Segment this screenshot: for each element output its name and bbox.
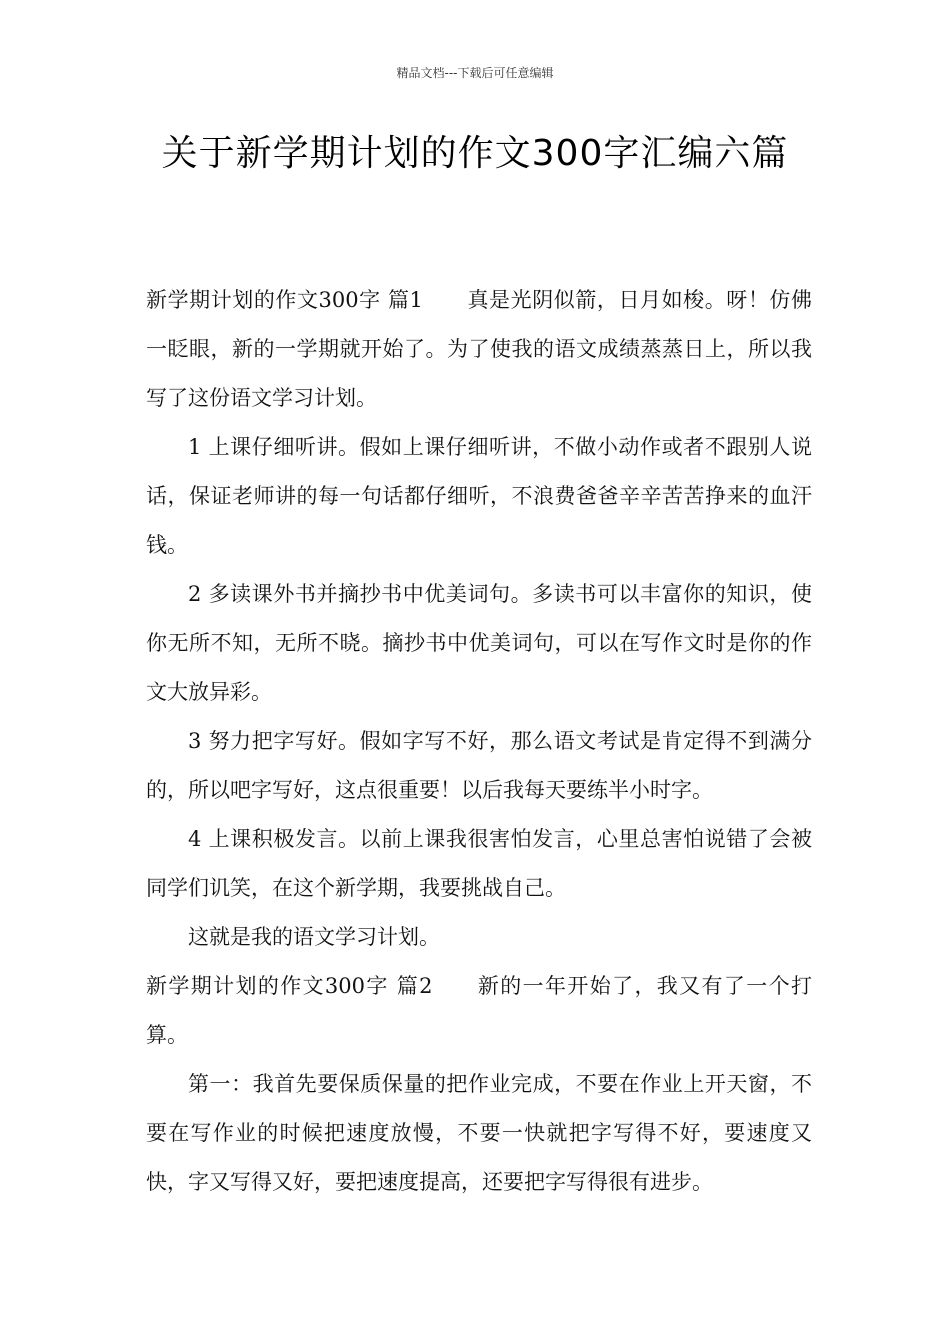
essay-1-heading: 新学期计划的作文300字 篇1: [146, 288, 423, 312]
paragraph: 3 努力把字写好。假如字写不好，那么语文考试是肯定得不到满分的，所以吧字写好，这点很重要！以后我每天要练半小时字。: [146, 729, 812, 802]
essay-2-intro-paragraph: [146, 962, 812, 1060]
header-note: 精品文档---下载后可任意编辑: [396, 66, 554, 80]
essay-2-heading: 新学期计划的作文300字 篇2: [146, 974, 433, 998]
essay-1-intro-paragraph: [146, 276, 812, 423]
document-body: [146, 276, 812, 1207]
paragraph: 第一：我首先要保质保量的把作业完成，不要在作业上开天窗，不要在写作业的时候把速度放慢，不要一快就把字写得不好，要速度又快，字又写得又好，要把速度提高，还要把字写得很有进步。: [146, 1072, 812, 1194]
document-title: 关于新学期计划的作文300字汇编六篇: [161, 133, 789, 174]
paragraph: 2 多读课外书并摘抄书中优美词句。多读书可以丰富你的知识，使你无所不知，无所不晓。摘抄书中优美词句，可以在写作文时是你的作文大放异彩。: [146, 582, 812, 704]
paragraph: 4 上课积极发言。以前上课我很害怕发言，心里总害怕说错了会被同学们讥笑，在这个新学期，我要挑战自己。: [146, 827, 812, 900]
paragraph: 1 上课仔细听讲。假如上课仔细听讲，不做小动作或者不跟别人说话，保证老师讲的每一句话都仔细听，不浪费爸爸辛辛苦苦挣来的血汗钱。: [146, 435, 812, 557]
paragraph-text: 真是光阴似箭，日月如梭。呀！仿佛一眨眼，新的一学期就开始了。为了使我的语文成绩蒸蒸日上，所以我写了这份语文学习计划。: [146, 288, 812, 410]
paragraph: 这就是我的语文学习计划。: [188, 925, 440, 949]
paragraph-text: 新的一年开始了，我又有了一个打算。: [146, 974, 813, 1047]
